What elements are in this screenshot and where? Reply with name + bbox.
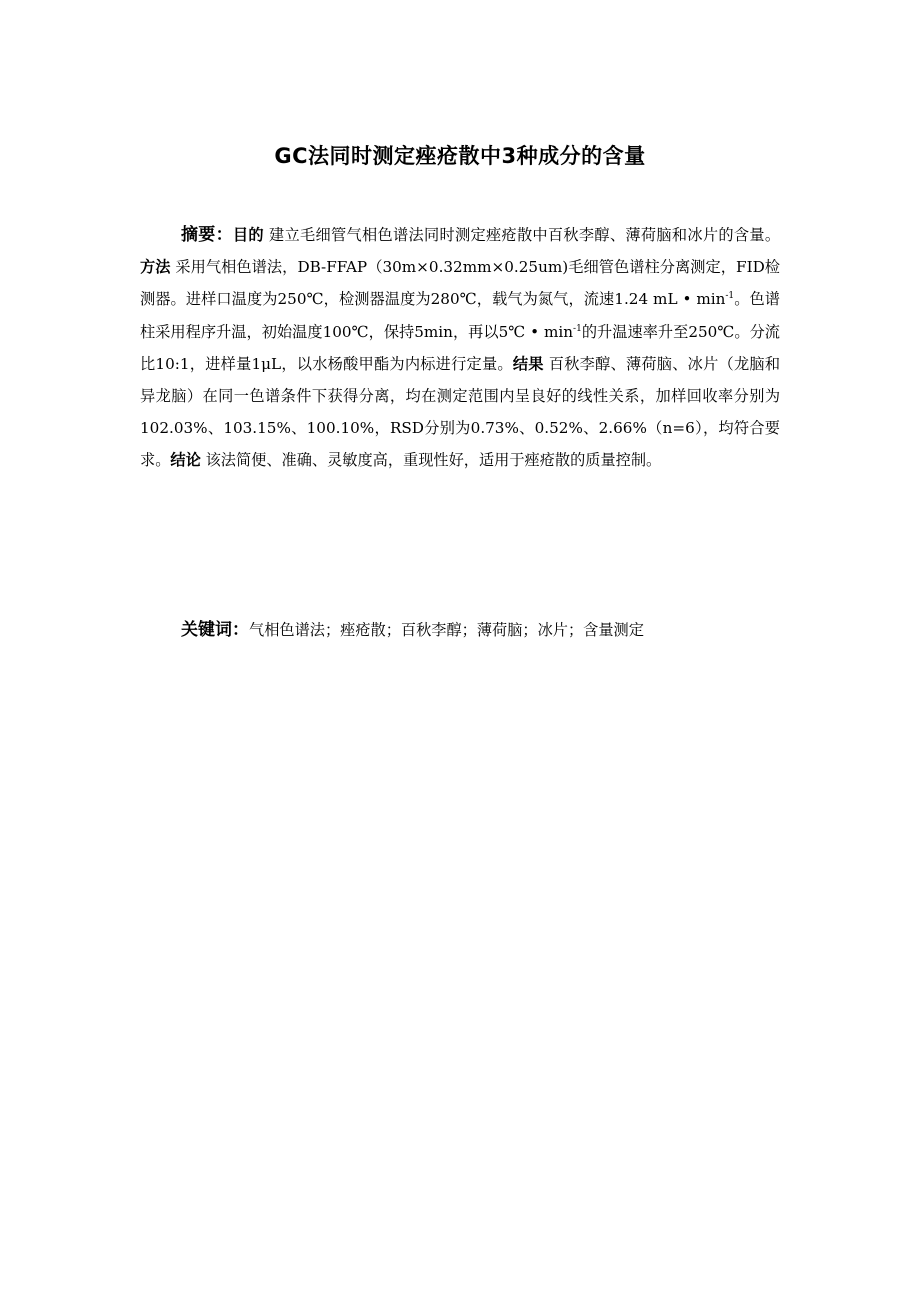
results-text: 百秋李醇、薄荷脑、冰片（龙脑和异龙脑）在同一色谱条件下获得分离，均在测定范围内呈良好的线性关系，加样回收率分别为102.03%、103.15%、100.10%，RSD分别为0.73%、0.52%、2.66%（n=6），均符合要求。 <box>140 354 781 470</box>
method-superscript-1: -1 <box>725 291 735 302</box>
paper-title: GC法同时测定痤疮散中3种成分的含量 <box>274 144 646 168</box>
method-superscript-2: -1 <box>573 323 582 334</box>
abstract-label: 摘要： <box>181 225 233 245</box>
method-text-1: 采用气相色谱法，DB-FFAP（30m×0.32mm×0.25um)毛细管色谱柱分离测定，FID检测器。进样口温度为250℃，检测器温度为280℃，载气为氮气，流速1.24 mL • min <box>140 258 780 309</box>
keywords-text: 气相色谱法；痤疮散；百秋李醇；薄荷脑；冰片；含量测定 <box>249 621 644 639</box>
conclusion-label: 结论 <box>170 451 201 470</box>
results-label: 结果 <box>512 354 544 373</box>
keywords-line <box>181 615 644 645</box>
method-label: 方法 <box>140 258 171 277</box>
method-text-2: 。色谱柱采用程序升温，初始温度100℃，保持5min，再以5℃ • min <box>140 290 780 341</box>
objective-text: 建立毛细管气相色谱法同时测定痤疮散中百秋李醇、薄荷脑和冰片的含量。 <box>263 226 781 244</box>
abstract-paragraph <box>140 219 780 477</box>
method-text-3: 的升温速率升至250℃。分流比10:1，进样量1μL，以水杨酸甲酯为内标进行定量。 <box>140 322 780 373</box>
objective-label: 目的 <box>232 226 264 244</box>
keywords-label: 关键词： <box>181 620 249 640</box>
conclusion-text: 该法简便、准确、灵敏度高，重现性好，适用于痤疮散的质量控制。 <box>200 451 662 470</box>
